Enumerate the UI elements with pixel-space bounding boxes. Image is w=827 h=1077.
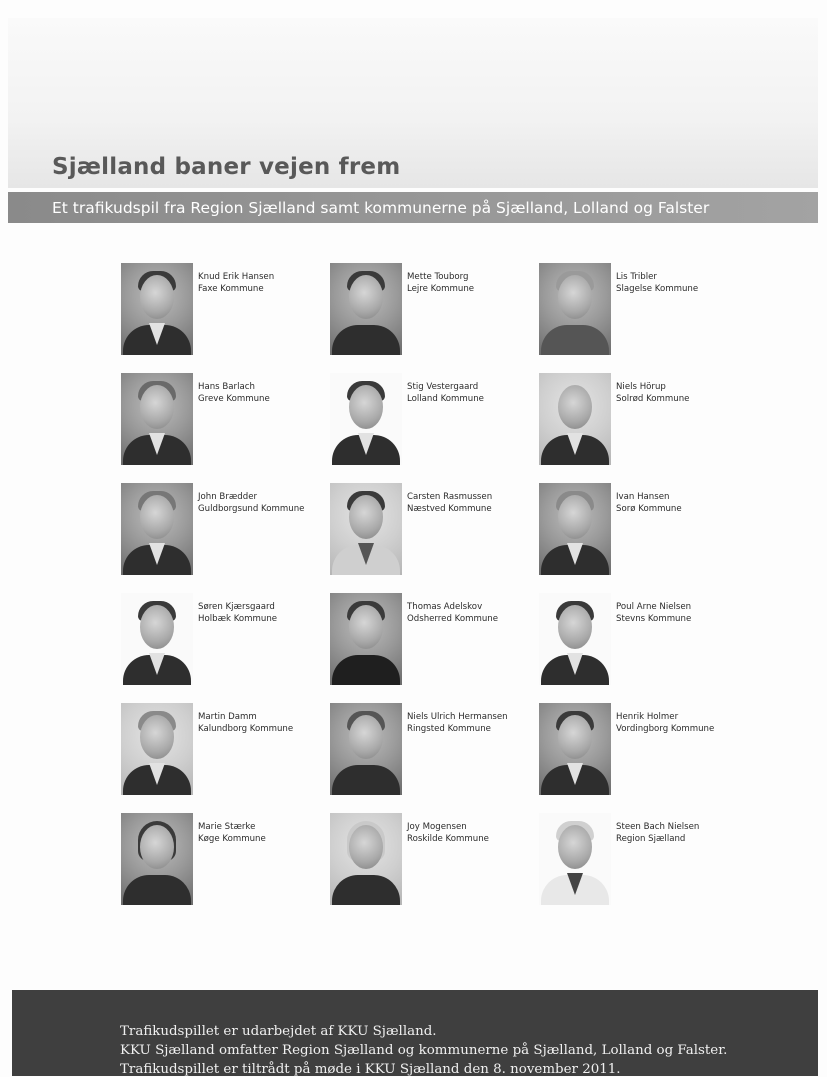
portrait-photo [539, 373, 611, 465]
person-name: Martin Damm [198, 712, 257, 722]
person-municipality: Kalundborg Kommune [198, 724, 294, 734]
person-card [121, 703, 321, 798]
person-municipality: Næstved Kommune [407, 504, 492, 514]
person-municipality: Faxe Kommune [198, 284, 264, 294]
person-card [539, 483, 739, 578]
portrait-photo [121, 263, 193, 355]
portrait-photo [330, 483, 402, 575]
person-municipality: Guldborgsund Kommune [198, 504, 305, 514]
person-municipality: Stevns Kommune [616, 614, 692, 624]
person-municipality: Odsherred Kommune [407, 614, 499, 624]
portrait-photo [121, 593, 193, 685]
page-subtitle: Et trafikudspil fra Region Sjælland samt kommunerne på Sjælland, Lolland og Falster [52, 199, 710, 217]
person-municipality: Sorø Kommune [616, 504, 682, 514]
person-name: Carsten Rasmussen [407, 492, 493, 502]
portrait-photo [330, 263, 402, 355]
portrait-photo [539, 813, 611, 905]
person-municipality: Solrød Kommune [616, 394, 690, 404]
person-name: Lis Tribler [616, 272, 657, 282]
portrait-photo [539, 263, 611, 355]
person-card [121, 373, 321, 468]
person-card [330, 813, 530, 908]
person-municipality: Lolland Kommune [407, 394, 484, 404]
footer-panel [12, 990, 818, 1076]
person-card [330, 593, 530, 688]
person-card [121, 593, 321, 688]
person-municipality: Roskilde Kommune [407, 834, 489, 844]
portrait-photo [121, 813, 193, 905]
person-card [539, 593, 739, 688]
person-name: Poul Arne Nielsen [616, 602, 692, 612]
person-name: Mette Touborg [407, 272, 469, 282]
portrait-photo [539, 593, 611, 685]
person-municipality: Ringsted Kommune [407, 724, 491, 734]
person-card [121, 263, 321, 358]
person-municipality: Greve Kommune [198, 394, 270, 404]
person-municipality: Slagelse Kommune [616, 284, 699, 294]
person-name: Hans Barlach [198, 382, 255, 392]
person-name: Niels Ulrich Hermansen [407, 712, 508, 722]
person-municipality: Lejre Kommune [407, 284, 475, 294]
portrait-photo [539, 703, 611, 795]
portrait-photo [121, 483, 193, 575]
person-card [539, 703, 739, 798]
person-card [330, 703, 530, 798]
person-municipality: Holbæk Kommune [198, 614, 278, 624]
person-name: Søren Kjærsgaard [198, 602, 275, 612]
person-card [539, 813, 739, 908]
person-name: Knud Erik Hansen [198, 272, 275, 282]
person-name: Henrik Holmer [616, 712, 679, 722]
person-card [121, 483, 321, 578]
person-card [330, 263, 530, 358]
portrait-photo [121, 703, 193, 795]
person-name: Steen Bach Nielsen [616, 822, 700, 832]
page-title: Sjælland baner vejen frem [52, 154, 401, 180]
person-card [330, 373, 530, 468]
portrait-photo [539, 483, 611, 575]
person-card [539, 263, 739, 358]
person-municipality: Vordingborg Kommune [616, 724, 715, 734]
portrait-photo [330, 373, 402, 465]
footer-line-1: Trafikudspillet er udarbejdet af KKU Sjælland. [120, 1024, 437, 1039]
person-card [121, 813, 321, 908]
person-card [539, 373, 739, 468]
person-name: Niels Hörup [616, 382, 666, 392]
portrait-photo [330, 813, 402, 905]
person-name: Joy Mogensen [407, 822, 467, 832]
portrait-photo [330, 593, 402, 685]
person-municipality: Køge Kommune [198, 834, 266, 844]
person-municipality: Region Sjælland [616, 834, 686, 844]
portrait-photo [330, 703, 402, 795]
person-name: Stig Vestergaard [407, 382, 479, 392]
person-name: Ivan Hansen [616, 492, 670, 502]
subtitle-bar [8, 192, 818, 223]
portrait-photo [121, 373, 193, 465]
person-card [330, 483, 530, 578]
person-name: Marie Stærke [198, 822, 256, 832]
person-name: John Brædder [198, 492, 258, 502]
person-name: Thomas Adelskov [407, 602, 483, 612]
footer-line-3: Trafikudspillet er tiltrådt på møde i KKU Sjælland den 8. november 2011. [120, 1062, 621, 1077]
footer-line-2: KKU Sjælland omfatter Region Sjælland og kommunerne på Sjælland, Lolland og Falster. [120, 1043, 728, 1058]
